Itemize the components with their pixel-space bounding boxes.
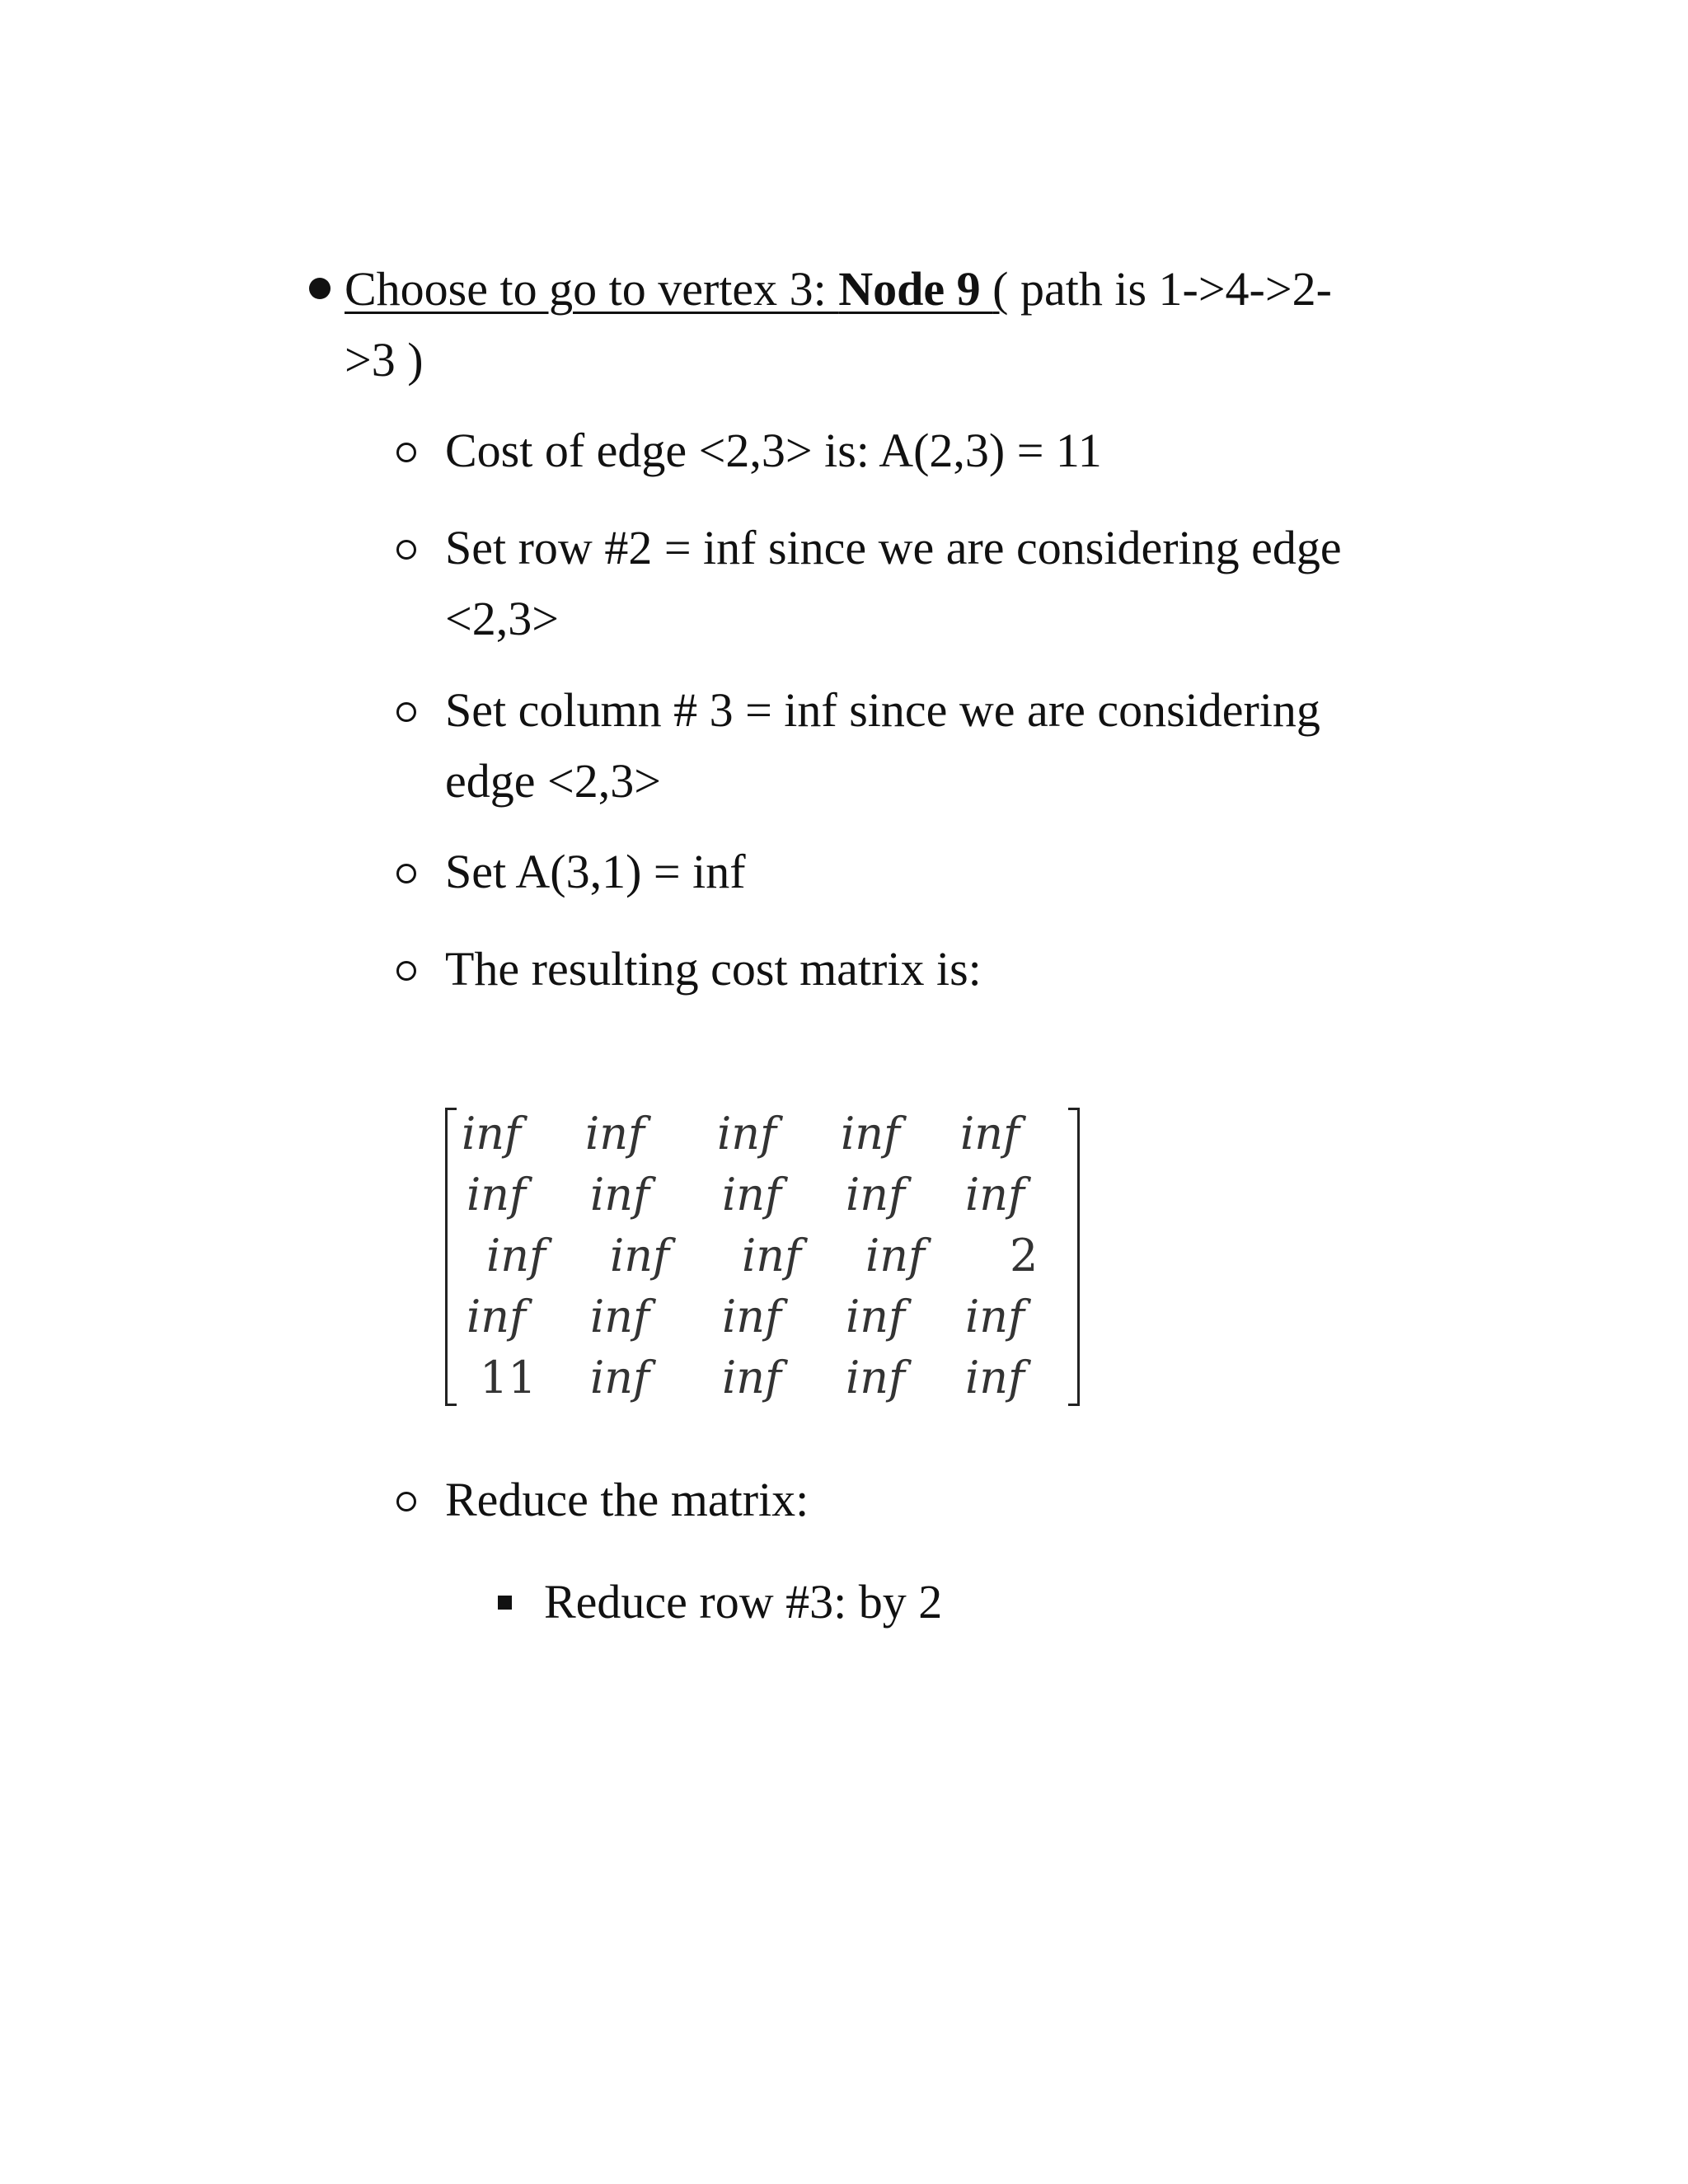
matrix-cell-r2-c4: inf [846,1169,906,1221]
item-bullet-2 [396,540,416,560]
item-1-text: Cost of edge <2,3> is: A(2,3) = 11 [445,424,1102,477]
matrix-cell-r4-c1: inf [467,1291,527,1343]
reduce-sub-item-1: Reduce row #3: by 2 [544,1575,943,1629]
matrix-cell-r4-c3: inf [722,1291,782,1343]
reduce-sub-bullet-1 [498,1596,512,1610]
matrix-cell-r1-c4: inf [841,1108,901,1160]
heading-paren-open: ( [992,262,1009,316]
item-2-text-line-2: <2,3> [445,592,559,645]
item-bullet-4 [396,864,416,883]
matrix-cell-r5-c2: inf [590,1352,650,1404]
matrix-cell-r4-c5: inf [965,1291,1025,1343]
heading-path-text: path is 1->4->2- [1008,262,1332,316]
reduce-bullet [396,1492,416,1511]
matrix-left-bracket [445,1108,457,1406]
heading-line-2: >3 ) [345,333,424,387]
matrix-cell-r5-c1: 11 [480,1352,537,1404]
item-2-text-line-1: Set row #2 = inf since we are considering edge [445,521,1342,574]
matrix-cell-r3-c3: inf [742,1230,802,1282]
reduce-title: Reduce the matrix: [445,1473,809,1526]
item-4-text: Set A(3,1) = inf [445,845,746,898]
matrix-cell-r2-c2: inf [590,1169,650,1221]
matrix-cell-r1-c1: inf [462,1108,522,1160]
matrix-cell-r3-c2: inf [610,1230,670,1282]
item-bullet-3 [396,702,416,722]
item-bullet-5 [396,961,416,981]
matrix-cell-r3-c1: inf [486,1230,546,1282]
matrix-cell-r5-c5: inf [965,1352,1025,1404]
matrix-cell-r3-c5: 2 [1010,1230,1039,1282]
matrix-cell-r4-c2: inf [590,1291,650,1343]
cost-matrix [445,1098,1080,1411]
item-5-text: The resulting cost matrix is: [445,942,982,996]
matrix-cell-r1-c5: inf [960,1108,1020,1160]
item-3-text-line-1: Set column # 3 = inf since we are considering [445,683,1320,737]
matrix-cell-r2-c3: inf [722,1169,782,1221]
item-3-text-line-2: edge <2,3> [445,754,661,808]
matrix-cell-r4-c4: inf [846,1291,906,1343]
heading-underlined-text: Choose to go to vertex 3: [345,262,839,316]
matrix-right-bracket [1068,1108,1080,1406]
matrix-cell-r3-c4: inf [865,1230,926,1282]
matrix-cell-r5-c4: inf [846,1352,906,1404]
heading-bullet [309,278,331,299]
matrix-cell-r1-c2: inf [585,1108,645,1160]
matrix-cell-r2-c1: inf [467,1169,527,1221]
heading-line-1 [345,262,1332,316]
matrix-cell-r2-c5: inf [965,1169,1025,1221]
matrix-cell-r1-c3: inf [717,1108,777,1160]
heading-node-label: Node 9 [838,262,993,316]
item-bullet-1 [396,443,416,462]
matrix-cell-r5-c3: inf [722,1352,782,1404]
